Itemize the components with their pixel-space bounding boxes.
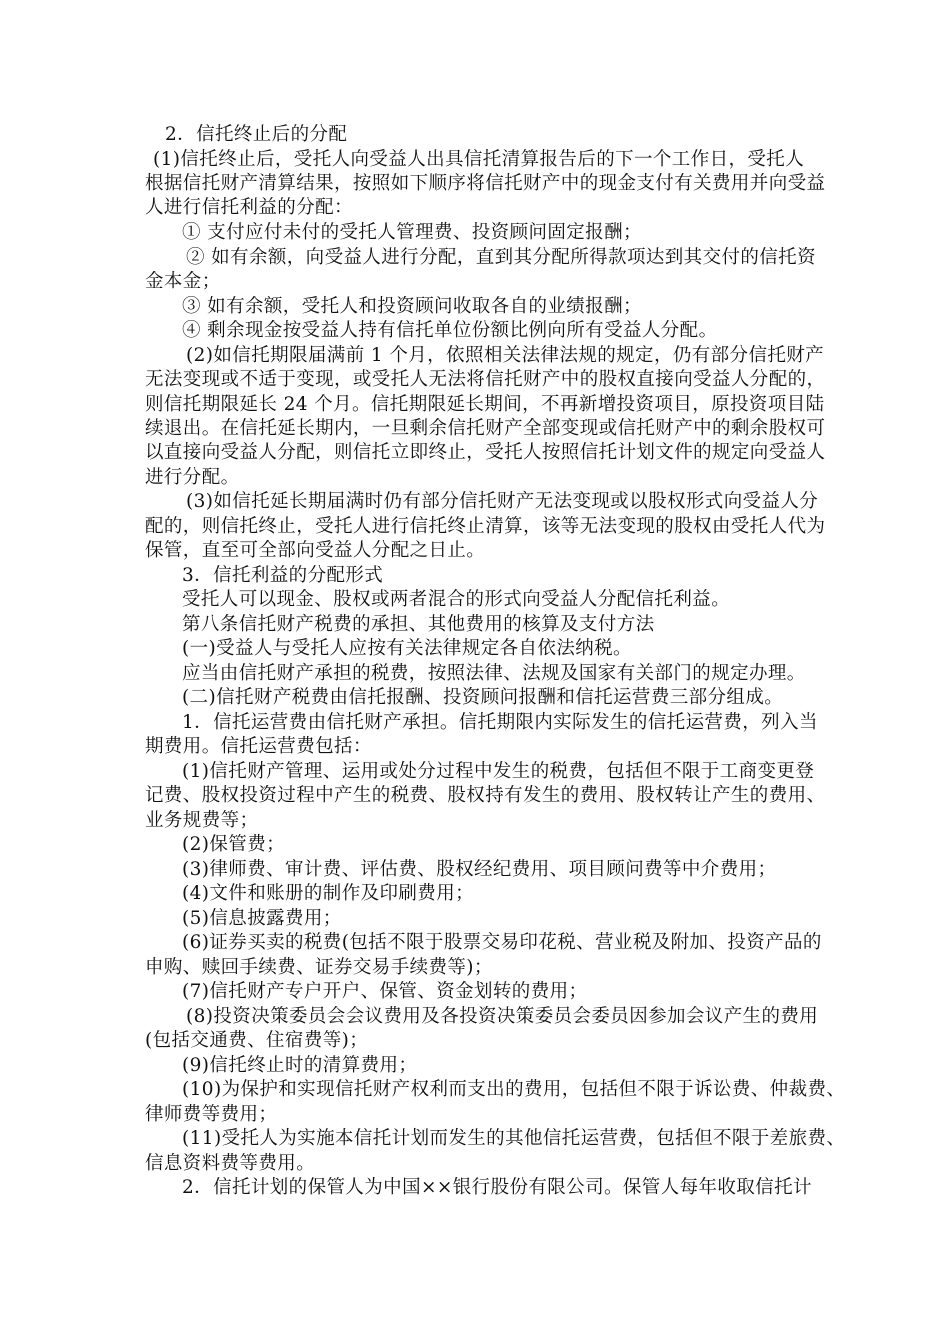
paragraph-line: 配的，则信托终止，受托人进行信托终止清算，该等无法变现的股权由受托人代为 [145, 516, 826, 537]
article-heading: 第八条信托财产税费的承担、其他费用的核算及支付方法 [182, 614, 655, 635]
list-item: (9)信托终止时的清算费用； [182, 1055, 418, 1076]
paragraph-line: (3)如信托延长期届满时仍有部分信托财产无法变现或以股权形式向受益人分 [186, 491, 819, 512]
paragraph-line: 期费用。信托运营费包括： [145, 736, 372, 757]
list-item: (8)投资决策委员会会议费用及各投资决策委员会委员因参加会议产生的费用 [186, 1006, 819, 1027]
paragraph-line: (包括交通费、住宿费等)； [145, 1030, 369, 1051]
list-item: ④ 剩余现金按受益人持有信托单位份额比例向所有受益人分配。 [182, 320, 718, 341]
list-item: (6)证券买卖的税费(包括不限于股票交易印花税、营业税及附加、投资产品的 [182, 932, 822, 953]
paragraph-line: 业务规费等； [145, 810, 259, 831]
paragraph-line: 1．信托运营费由信托财产承担。信托期限内实际发生的信托运营费，列入当 [182, 712, 818, 733]
paragraph-line: (二)信托财产税费由信托报酬、投资顾问报酬和信托运营费三部分组成。 [182, 687, 784, 708]
list-item: (1)信托财产管理、运用或处分过程中发生的税费，包括但不限于工商变更登 [182, 761, 815, 782]
list-item: (7)信托财产专户开户、保管、资金划转的费用； [182, 981, 588, 1002]
paragraph-line: 则信托期限延长 24 个月。信托期限延长期间，不再新增投资项目，原投资项目陆 [145, 394, 825, 415]
list-item: (4)文件和账册的制作及印刷费用； [182, 883, 475, 904]
paragraph-line: 以直接向受益人分配，则信托立即终止，受托人按照信托计划文件的规定向受益人 [145, 442, 826, 463]
paragraph-line: 保管，直至可全部向受益人分配之日止。 [145, 540, 486, 561]
paragraph-line: 信息资料费等费用。 [145, 1153, 316, 1174]
paragraph-line: 记费、股权投资过程中产生的税费、股权持有发生的费用、股权转让产生的费用、 [145, 785, 826, 806]
list-item: (2)保管费； [182, 834, 286, 855]
paragraph-line: 律师费等费用； [145, 1104, 278, 1125]
paragraph-line: 应当由信托财产承担的税费，按照法律、法规及国家有关部门的规定办理。 [182, 663, 806, 684]
list-item: (10)为保护和实现信托财产权利而支出的费用，包括但不限于诉讼费、仲裁费、 [182, 1079, 846, 1100]
paragraph-line: 进行分配。 [145, 467, 240, 488]
paragraph-line: 续退出。在信托延长期内，一旦剩余信托财产全部变现或信托财产中的剩余股权可 [145, 418, 826, 439]
section-heading: 2．信托终止后的分配 [165, 124, 348, 145]
list-item: ③ 如有余额，受托人和投资顾问收取各自的业绩报酬； [182, 296, 642, 317]
paragraph-line: 申购、赎回手续费、证券交易手续费等)； [145, 957, 493, 978]
paragraph-line: 无法变现或不适于变现，或受托人无法将信托财产中的股权直接向受益人分配的， [145, 369, 826, 390]
paragraph-line: 根据信托财产清算结果，按照如下顺序将信托财产中的现金支付有关费用并向受益 [145, 173, 826, 194]
list-item: (3)律师费、审计费、评估费、股权经纪费用、项目顾问费等中介费用； [182, 859, 777, 880]
section-heading: 3．信托利益的分配形式 [182, 565, 384, 586]
paragraph-line: (1)信托终止后，受托人向受益人出具信托清算报告后的下一个工作日，受托人 [153, 149, 805, 170]
paragraph-line: 金本金； [145, 271, 221, 292]
paragraph-line: 2．信托计划的保管人为中国××银行股份有限公司。保管人每年收取信托计 [182, 1177, 812, 1198]
paragraph-line: 受托人可以现金、股权或两者混合的形式向受益人分配信托利益。 [182, 589, 731, 610]
paragraph-line: (2)如信托期限届满前 1 个月，依照相关法律法规的规定，仍有部分信托财产 [186, 345, 825, 366]
list-item: (11)受托人为实施本信托计划而发生的其他信托运营费，包括但不限于差旅费、 [182, 1128, 846, 1149]
list-item: ① 支付应付未付的受托人管理费、投资顾问固定报酬； [182, 222, 642, 243]
paragraph-line: (一)受益人与受托人应按有关法律规定各自依法纳税。 [182, 638, 632, 659]
paragraph-line: 人进行信托利益的分配： [145, 197, 353, 218]
list-item: ② 如有余额，向受益人进行分配，直到其分配所得款项达到其交付的信托资 [186, 247, 816, 268]
list-item: (5)信息披露费用； [182, 908, 342, 929]
